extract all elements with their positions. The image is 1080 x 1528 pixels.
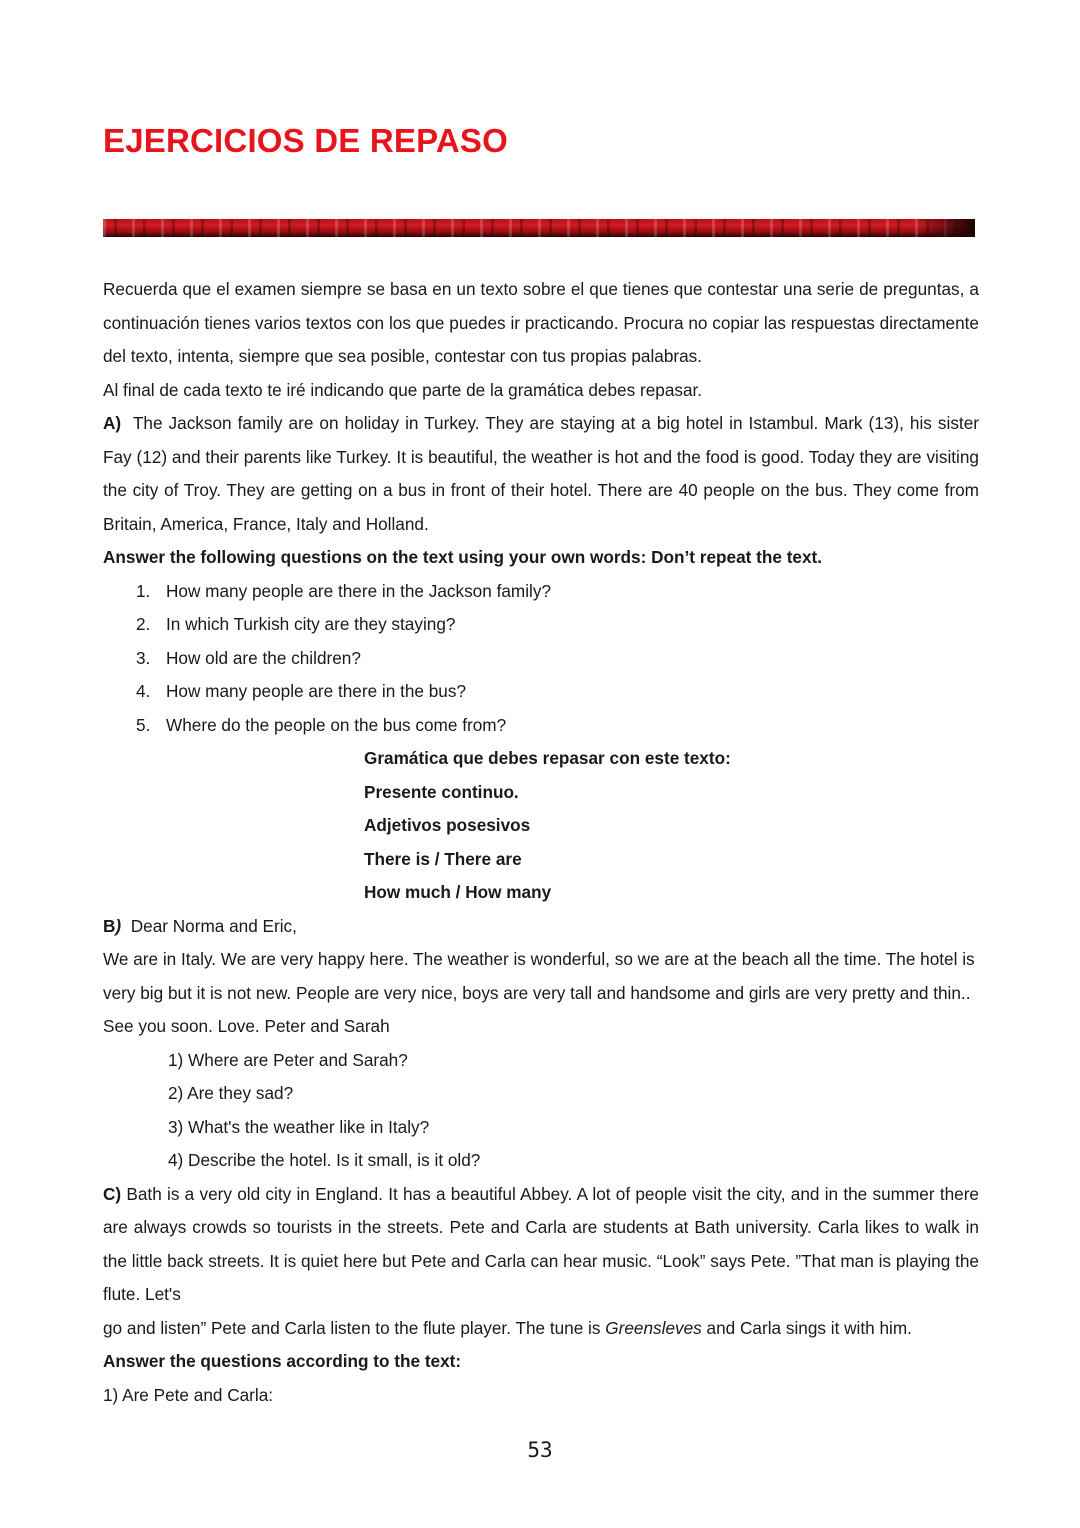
grammar-item: There is / There are [364,848,522,869]
question-number: 1. [136,580,151,601]
decorative-banner [103,219,975,237]
section-c-text-continued [103,1312,979,1346]
grammar-item: How much / How many [364,882,552,902]
question-number: 4. [136,681,151,701]
grammar-item: Presente continuo. [364,781,519,802]
section-c-text2-start: go and listen” Pete and Carla listen to the flute player. The tune is [103,1317,601,1338]
section-a-instruction: Answer the following questions on the text using your own words: Don’t repeat the text. [103,547,823,567]
section-c-label: C) [103,1183,122,1204]
question-text: How many people are there in the bus? [166,681,467,701]
tune-title: Greensleves [605,1317,702,1338]
section-b-greeting: Dear Norma and Eric, [130,915,297,936]
question-item [103,608,979,642]
question-number: 2. [136,614,151,634]
section-c-text: Bath is a very old city in England. It has a beautiful Abbey. A lot of people visit the city, and in the summer there are always crowds so tourists in the streets. Pete and Carla are students at Bath university. Carla likes to walk in the little back streets. It is quiet here but Pete and Carla can hear music. “Look” says Pete. ”That man is playing the flute. Let's [103,1183,979,1304]
section-b-text: We are in Italy. We are very happy here. The weather is wonderful, so we are at the beach all the time. The hotel is very big but it is not new. People are very nice, boys are very tall and handsome and girls are very pretty and thin.. [103,949,975,1003]
section-b-label: B [103,915,116,936]
section-c-instruction: Answer the questions according to the text: [103,1351,462,1371]
section-b-questions [103,1044,979,1178]
section-b-greeting-line [103,910,979,944]
question-item: 4) Describe the hotel. Is it small, is it old? [168,1150,481,1170]
document-content [103,273,979,1412]
question-item: 2) Are they sad? [168,1083,294,1103]
section-c-text-block [103,1178,979,1312]
question-item [103,709,979,743]
section-c-question-1: 1) Are Pete and Carla: [103,1384,274,1405]
banner-dark-end [915,219,975,237]
question-item: 3) What's the weather like in Italy? [168,1116,430,1137]
section-b-closing: See you soon. Love. Peter and Sarah [103,1016,390,1036]
section-a-text: The Jackson family are on holiday in Turkey. They are staying at a big hotel in Istambul. Mark (13), his sister Fay (12) and their parents like Turkey. It is beautiful, the weather is hot and the food is good. Today they are visiting the city of Troy. They are getting on a bus in front of their hotel. There are 40 people on the bus. They come from Britain, America, France, Italy and Holland. [103,413,979,534]
page-title: EJERCICIOS DE REPASO [103,122,508,159]
section-b-label-suffix: ) [115,915,122,936]
question-item [103,675,979,709]
grammar-heading: Gramática que debes repasar con este texto: [364,748,731,768]
question-item: 1) Where are Peter and Sarah? [168,1049,408,1070]
grammar-item: Adjetivos posesivos [364,815,531,835]
question-number: 5. [136,714,151,735]
section-c-text2-end: and Carla sings it with him. [706,1317,912,1338]
question-text: How many people are there in the Jackson family? [166,580,552,601]
intro-paragraph: Recuerda que el examen siempre se basa en un texto sobre el que tienes que contestar una serie de preguntas, a continuación tienes varios textos con los que puedes ir practicando. Procura no copiar las respuestas directamente del texto, intenta, siempre que sea posible, contestar con tus propias palabras. [103,279,979,366]
question-text: Where do the people on the bus come from? [166,714,507,735]
question-number: 3. [136,647,151,668]
intro-note: Al final de cada texto te iré indicando que parte de la gramática debes repasar. [103,379,703,400]
grammar-box [103,742,979,910]
question-item [103,575,979,609]
banner-texture [103,219,975,237]
section-a-label: A) [103,413,122,433]
question-text: How old are the children? [166,647,361,668]
question-item [103,642,979,676]
page-number: 53 [527,1438,553,1462]
section-a-questions [103,575,979,743]
section-a-text-block [103,407,979,541]
question-text: In which Turkish city are they staying? [166,614,456,634]
